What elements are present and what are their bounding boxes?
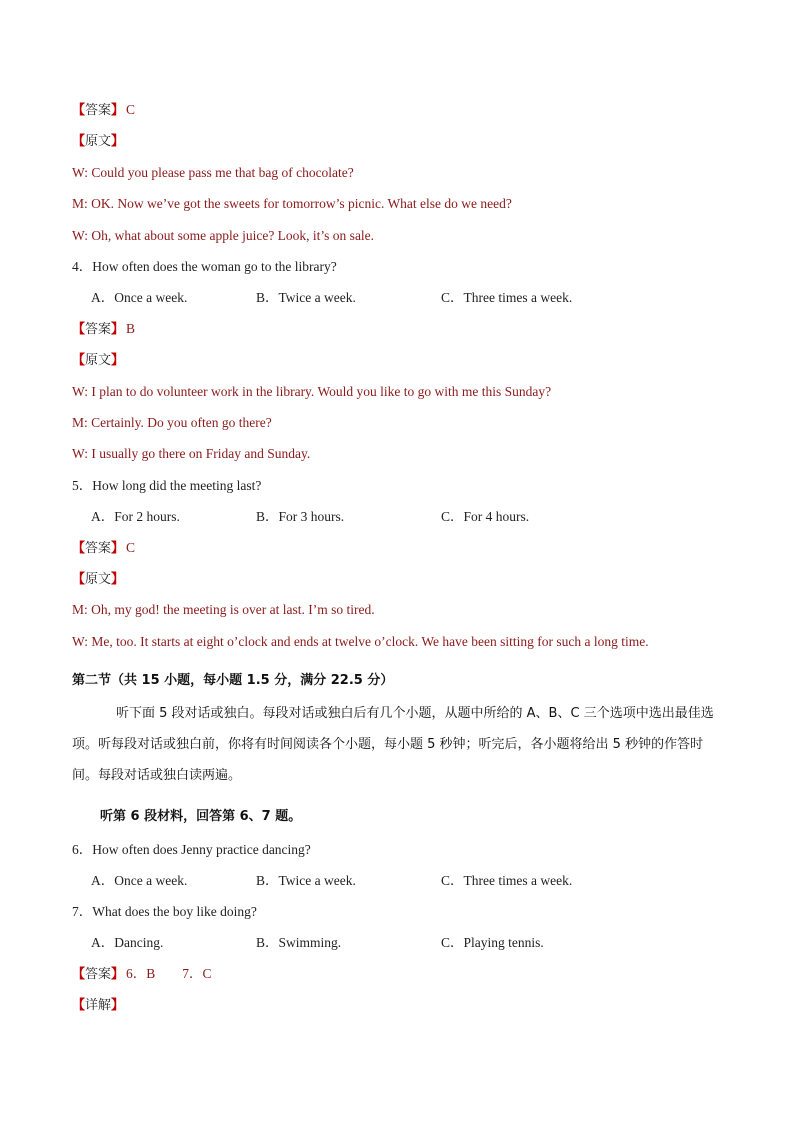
material-heading: 听第 6 段材料，回答第 6、7 题。 (100, 809, 302, 824)
answer-tag: 【答案】 C (72, 102, 136, 118)
option-c: C．For 4 hours. (441, 509, 530, 524)
question-5: 5．How long did the meeting last? (72, 478, 262, 493)
transcript-line: M: OK. Now we’ve got the sweets for tomorrow’s picnic. What else do we need? (72, 196, 512, 211)
transcript-line: M: Certainly. Do you often go there? (72, 415, 272, 430)
transcript-line: W: Could you please pass me that bag of chocolate? (72, 165, 354, 180)
question-6: 6．How often does Jenny practice dancing? (72, 842, 311, 857)
original-tag: 【原文】 (72, 134, 125, 149)
answer-value: 6．B 7．C (126, 966, 212, 981)
detail-tag: 【详解】 (72, 998, 125, 1013)
answer-tag: 【答案】 C (72, 540, 136, 556)
answer-value: C (126, 102, 136, 117)
transcript-line: W: Oh, what about some apple juice? Look, it’s on sale. (72, 228, 375, 243)
option-a: A．Dancing. (91, 935, 164, 950)
question-4: 4．How often does the woman go to the library? (72, 259, 337, 274)
option-c: C．Playing tennis. (441, 935, 544, 950)
option-a: A．Once a week. (91, 873, 188, 888)
answer-tag: 【答案】 6．B 7．C (72, 966, 212, 982)
option-b: B．Twice a week. (256, 873, 356, 888)
option-a: A．Once a week. (91, 290, 188, 305)
option-b: B．Swimming. (256, 935, 342, 950)
transcript-line: W: I usually go there on Friday and Sunday. (72, 446, 311, 461)
answer-value: B (126, 321, 136, 336)
option-a: A．For 2 hours. (91, 509, 180, 524)
original-tag: 【原文】 (72, 353, 125, 368)
option-c: C．Three times a week. (441, 290, 573, 305)
answer-tag: 【答案】 B (72, 321, 136, 337)
question-7: 7．What does the boy like doing? (72, 904, 257, 919)
option-b: B．Twice a week. (256, 290, 356, 305)
transcript-line: M: Oh, my god! the meeting is over at last. I’m so tired. (72, 602, 375, 617)
section-instructions: 听下面 5 段对话或独白。每段对话或独白后有几个小题，从题中所给的 A、B、C 三个选项中选出最佳选项。听每段对话或独白前，你将有时间阅读各个小题，每小题 5 秒钟；听完后，各小题将给出 5 秒钟的作答时间。每段对话或独白读两遍。 (72, 706, 714, 783)
original-tag: 【原文】 (72, 572, 125, 587)
transcript-line: W: I plan to do volunteer work in the library. Would you like to go with me this Sunday? (72, 384, 552, 399)
option-c: C．Three times a week. (441, 873, 573, 888)
option-b: B．For 3 hours. (256, 509, 345, 524)
section-title: 第二节（共 15 小题，每小题 1.5 分，满分 22.5 分） (72, 673, 394, 688)
answer-value: C (126, 540, 136, 555)
transcript-line: W: Me, too. It starts at eight o’clock and ends at twelve o’clock. We have been sitting for such a long time. (72, 634, 649, 649)
